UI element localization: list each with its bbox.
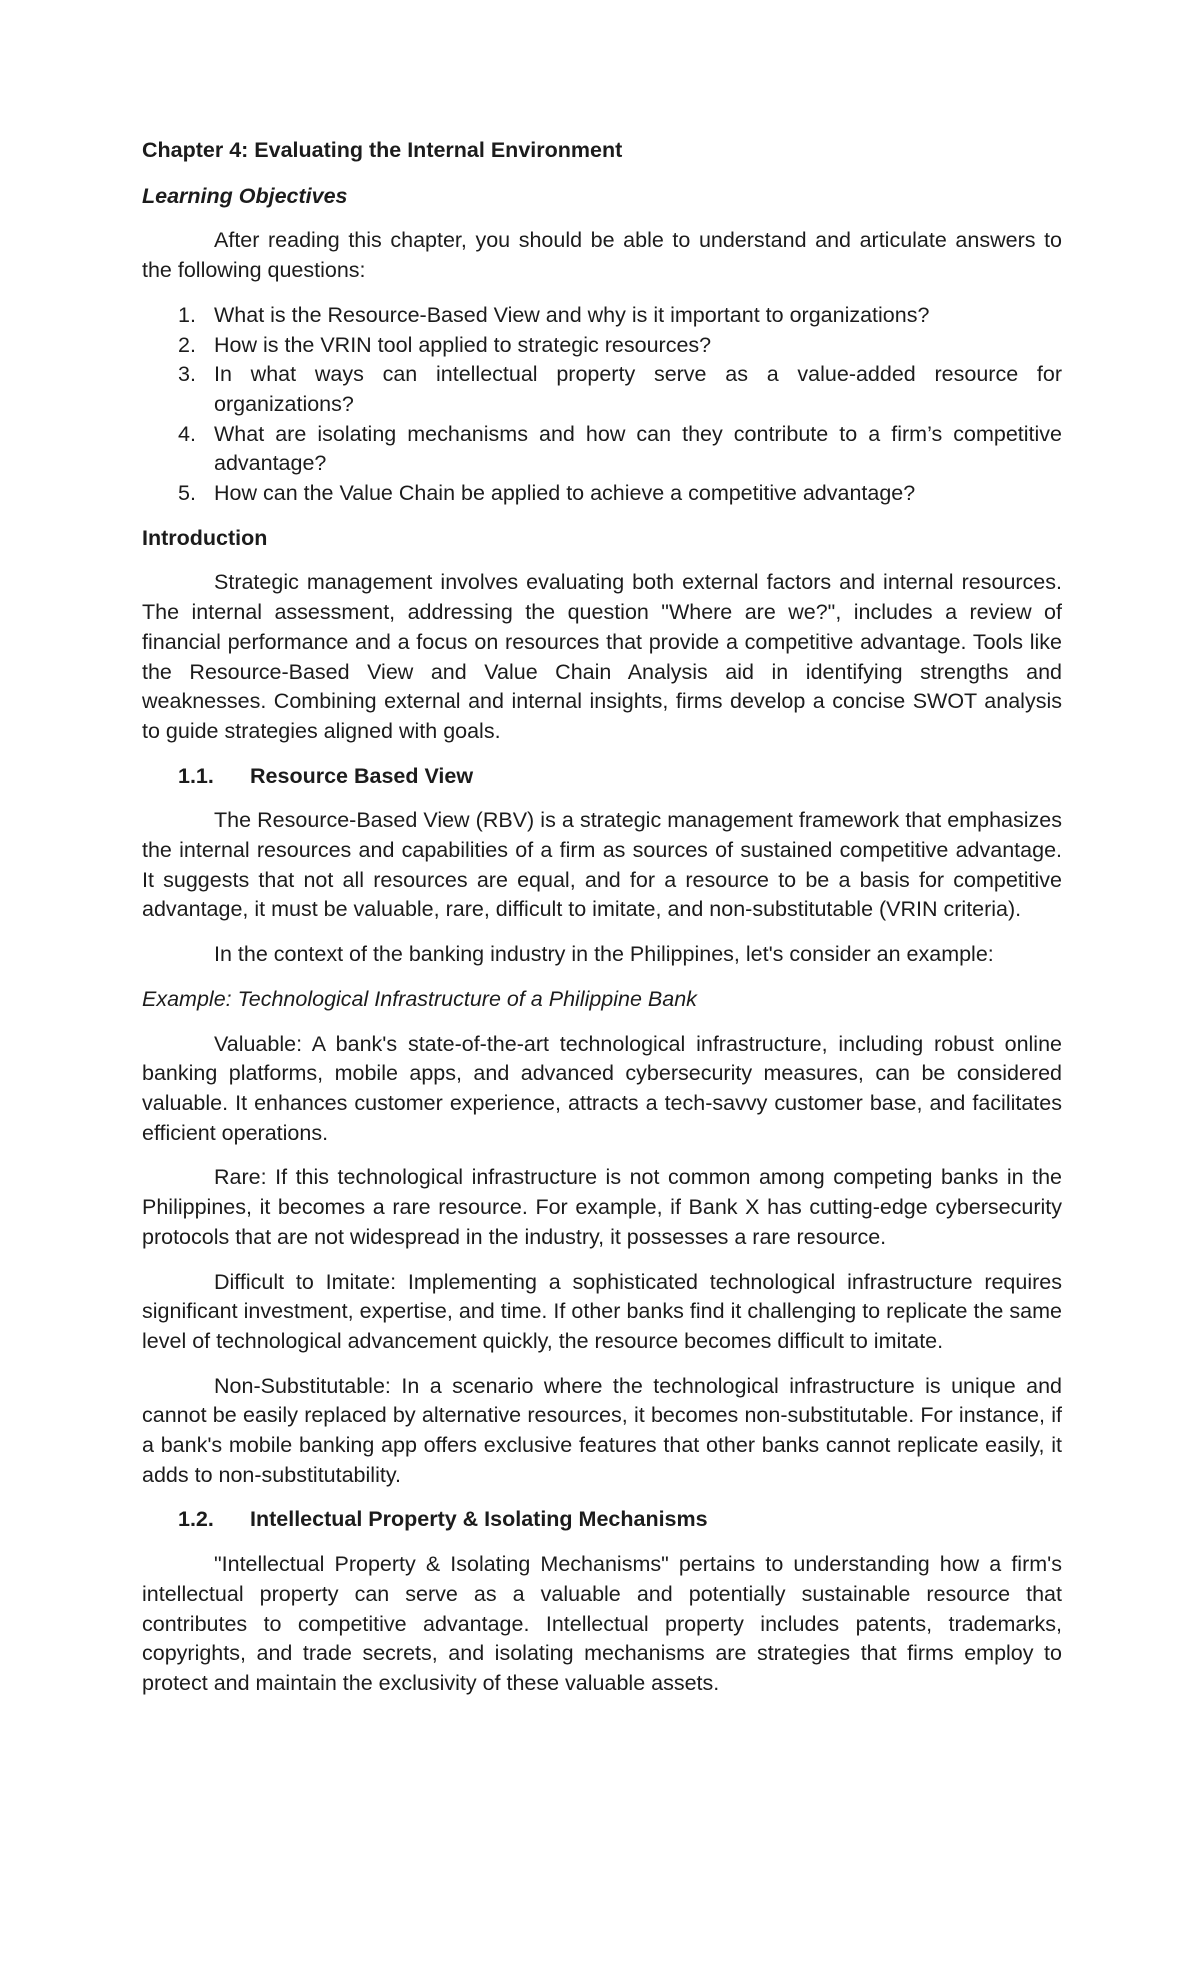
section-heading-intellectual-property (142, 1505, 1062, 1535)
objective-item (142, 479, 1062, 509)
difficult-to-imitate-paragraph: Difficult to Imitate: Implementing a sophisticated technological infrastructure requires significant investment, expertise, and time. If other banks find it challenging to replicate the same level of technological advancement quickly, the resource becomes difficult to imitate. (142, 1269, 1062, 1353)
section-number: 1.1. (178, 763, 214, 788)
objective-number: 2. (178, 332, 196, 357)
rbv-paragraph: The Resource-Based View (RBV) is a strategic management framework that emphasizes the internal resources and capabilities of a firm as sources of sustained competitive advantage. It suggests that not all resources are equal, and for a resource to be a basis for competitive advantage, it must be valuable, rare, difficult to imitate, and non-substitutable (VRIN criteria). (142, 808, 1062, 922)
learning-objectives-intro: After reading this chapter, you should be able to understand and articulate answers to the following questions: (142, 228, 1062, 283)
objective-text: What are isolating mechanisms and how can they contribute to a firm’s competitive advantage? (214, 421, 1062, 476)
section-title: Resource Based View (250, 763, 474, 788)
objective-text: How can the Value Chain be applied to achieve a competitive advantage? (214, 481, 916, 506)
objective-item (142, 331, 1062, 361)
chapter-title: Chapter 4: Evaluating the Internal Environment (142, 138, 623, 162)
objective-text: What is the Resource-Based View and why is it important to organizations? (214, 302, 930, 327)
section-number: 1.2. (178, 1507, 214, 1532)
objective-number: 4. (178, 421, 196, 446)
objective-item (142, 360, 1062, 419)
section-heading-resource-based-view (142, 762, 1062, 792)
objective-item (142, 301, 1062, 331)
objective-number: 3. (178, 362, 196, 387)
intellectual-property-paragraph: "Intellectual Property & Isolating Mechanisms" pertains to understanding how a firm's intellectual property can serve as a valuable and potentially sustainable resource that contributes to competitive advantage. Intellectual property includes patents, trademarks, copyrights, and trade secrets, and isolating mechanisms are strategies that firms employ to protect and maintain the exclusivity of these valuable assets. (142, 1552, 1062, 1695)
objective-number: 5. (178, 481, 196, 506)
objective-text: In what ways can intellectual property serve as a value-added resource for organizations? (214, 362, 1062, 416)
objectives-list (142, 301, 1062, 509)
document-page (142, 136, 1062, 1699)
non-substitutable-paragraph: Non-Substitutable: In a scenario where the technological infrastructure is unique and cannot be easily replaced by alternative resources, it becomes non-substitutable. For instance, if a bank's mobile banking app offers exclusive features that other banks cannot replicate easily, it adds to non-substitutability. (142, 1373, 1062, 1487)
section-title: Intellectual Property & Isolating Mechanisms (250, 1507, 708, 1532)
introduction-heading: Introduction (142, 525, 268, 550)
introduction-paragraph: Strategic management involves evaluating both external factors and internal resources. The internal assessment, addressing the question "Where are we?", includes a review of financial performance and a focus on resources that provide a competitive advantage. Tools like the Resource-Based View and Value Chain Analysis aid in identifying strengths and weaknesses. Combining external and internal insights, firms develop a concise SWOT analysis to guide strategies aligned with goals. (142, 570, 1062, 743)
objective-number: 1. (178, 302, 196, 327)
banking-context-paragraph: In the context of the banking industry in the Philippines, let's consider an example: (214, 942, 994, 967)
objective-item (142, 420, 1062, 479)
objective-text: How is the VRIN tool applied to strategic resources? (214, 332, 712, 357)
example-title: Example: Technological Infrastructure of a Philippine Bank (142, 986, 697, 1011)
rare-paragraph: Rare: If this technological infrastructure is not common among competing banks in the Philippines, it becomes a rare resource. For example, if Bank X has cutting-edge cybersecurity protocols that are not widespread in the industry, it possesses a rare resource. (142, 1165, 1062, 1249)
learning-objectives-heading: Learning Objectives (142, 183, 348, 208)
valuable-paragraph: Valuable: A bank's state-of-the-art technological infrastructure, including robust online banking platforms, mobile apps, and advanced cybersecurity measures, can be considered valuable. It enhances customer experience, attracts a tech-savvy customer base, and facilitates efficient operations. (142, 1031, 1062, 1145)
